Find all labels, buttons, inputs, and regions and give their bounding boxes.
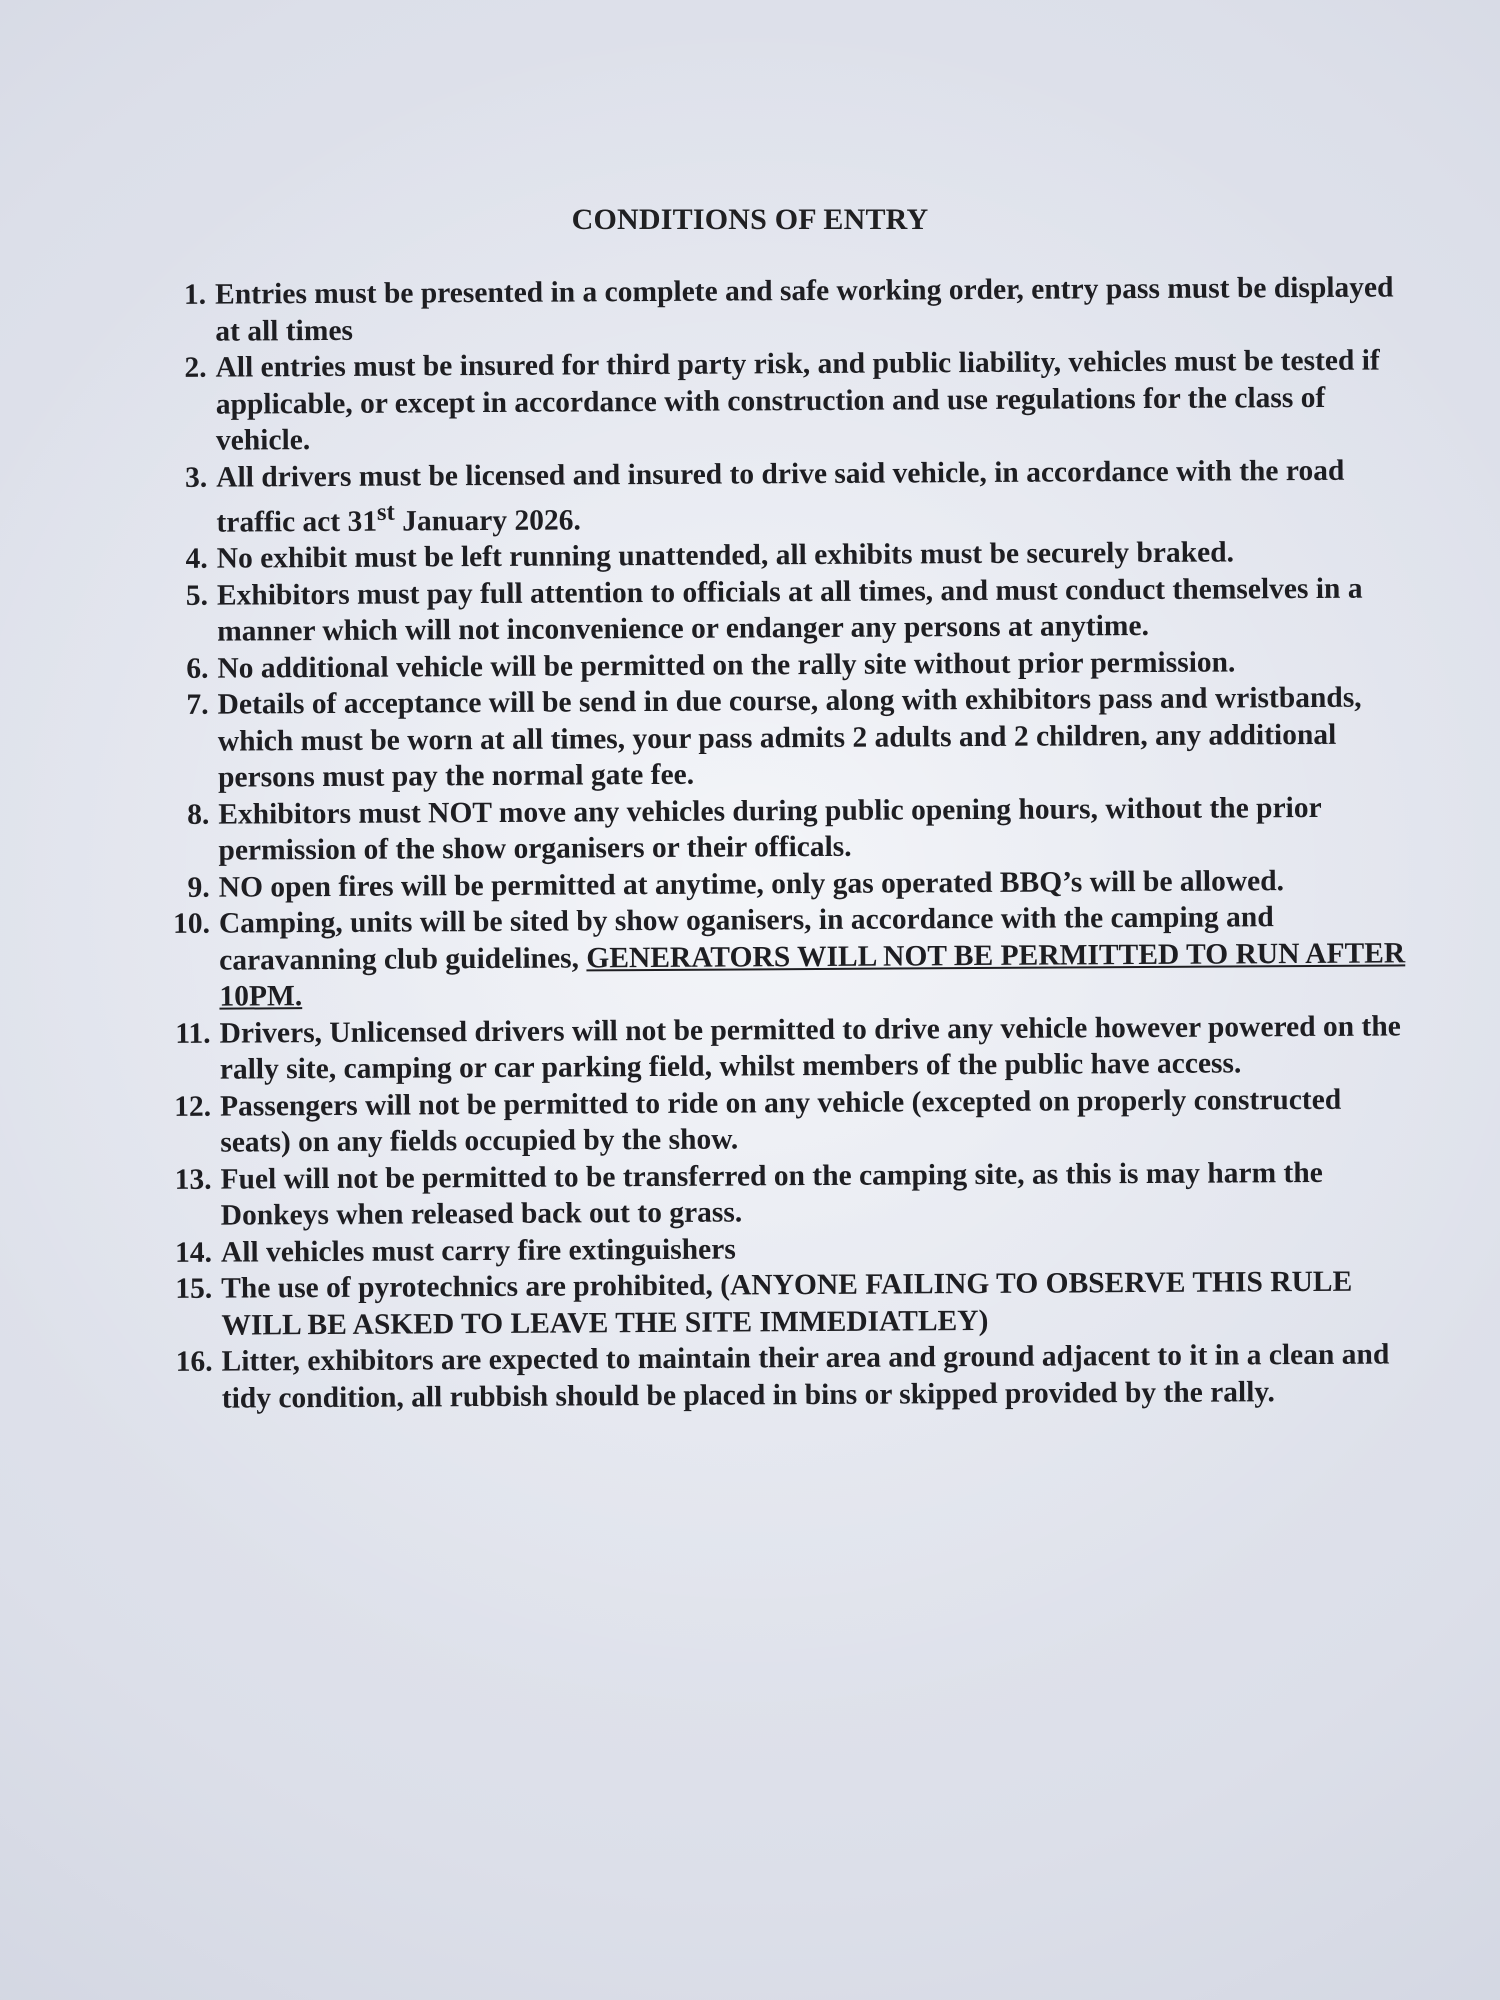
condition-number: 2. xyxy=(184,351,207,384)
condition-item xyxy=(165,1008,1415,1089)
condition-text: No additional vehicle will be permitted on the rally site without prior permission. xyxy=(217,646,1236,685)
condition-number: 12. xyxy=(174,1090,212,1123)
condition-item xyxy=(162,570,1412,651)
condition-number: 9. xyxy=(187,871,210,904)
condition-item xyxy=(166,1264,1416,1345)
condition-item xyxy=(161,452,1411,541)
condition-text: All entries must be insured for third party risk, and public liability, vehicles must be tested if applicable, or except in accordance with construction and use regulations for the class of vehicle. xyxy=(215,344,1380,457)
condition-text: Fuel will not be permitted to be transferred on the camping site, as this is may harm the Donkeys when released back out to grass. xyxy=(220,1156,1323,1232)
condition-number: 10. xyxy=(172,908,211,941)
condition-item xyxy=(165,1154,1415,1235)
condition-text: The use of pyrotechnics are prohibited, (ANYONE FAILING TO OBSERVE THIS RULE WILL BE ASKED TO LEAVE THE SITE IMMEDIATLEY) xyxy=(221,1266,1353,1342)
generator-rule-underlined: GENERATORS WILL NOT BE PERMITTED TO RUN AFTER 10PM. xyxy=(219,937,1406,1013)
condition-text: NO open fires will be permitted at anytime, only gas operated BBQ’s will be allowed. xyxy=(218,864,1285,904)
condition-item xyxy=(165,1081,1415,1162)
condition-text: Exhibitors must pay full attention to officials at all times, and must conduct themselves in a manner which will not inconvenience or endanger any persons at anytime. xyxy=(216,572,1363,648)
condition-item xyxy=(160,342,1411,459)
condition-number: 14. xyxy=(174,1236,213,1269)
condition-text-main: Camping, units will be sited by show oganisers, in accordance with the camping and caravanning club guidelines, xyxy=(218,901,1274,977)
condition-text: Entries must be presented in a complete and safe working order, entry pass must be displayed at all times xyxy=(215,271,1394,348)
condition-text xyxy=(216,454,1344,538)
conditions-list xyxy=(160,269,1417,1417)
condition-text: All vehicles must carry fire extinguishers xyxy=(220,1233,736,1269)
condition-item xyxy=(160,269,1410,350)
condition-number: 8. xyxy=(187,798,210,831)
document-title: CONDITIONS OF ENTRY xyxy=(571,203,929,236)
condition-number: 5. xyxy=(185,579,209,612)
condition-item xyxy=(163,680,1414,797)
condition-item xyxy=(164,899,1415,1016)
condition-number: 16. xyxy=(175,1346,213,1379)
condition-number: 4. xyxy=(185,543,208,576)
condition-text-before: All drivers must be licensed and insured to drive said vehicle, in accordance with the road traffic act 31 xyxy=(216,454,1345,539)
condition-text: Drivers, Unlicensed drivers will not be permitted to drive any vehicle however powered on the rally site, camping or car parking field, whilst members of the public have access. xyxy=(219,1010,1401,1086)
condition-item xyxy=(163,789,1413,870)
condition-text: Details of acceptance will be send in due course, along with exhibitors pass and wristbands, which must be worn at all times, your pass admits 2 adults and 2 children, any additional persons must pay the normal gate fee. xyxy=(217,681,1362,794)
condition-item xyxy=(167,1337,1417,1418)
condition-number: 1. xyxy=(183,278,207,311)
condition-text: Litter, exhibitors are expected to maintain their area and ground adjacent to it in a clean and tidy condition, all rubbish should be placed in bins or skipped provided by the rally. xyxy=(221,1338,1390,1415)
condition-number: 6. xyxy=(186,652,209,685)
condition-number: 11. xyxy=(175,1017,211,1050)
condition-text-after: January 2026. xyxy=(394,504,581,538)
condition-number: 7. xyxy=(186,689,209,722)
date-ordinal-superscript: st xyxy=(376,498,395,526)
condition-number: 13. xyxy=(174,1163,212,1196)
condition-text: Passengers will not be permitted to ride on any vehicle (excepted on properly constructed seats) on any fields occupied by the show. xyxy=(219,1083,1342,1159)
condition-number: 3. xyxy=(185,461,208,494)
condition-number: 15. xyxy=(175,1273,213,1306)
condition-text xyxy=(219,902,1405,1013)
condition-text: No exhibit must be left running unattended, all exhibits must be securely braked. xyxy=(216,536,1235,575)
condition-text: Exhibitors must NOT move any vehicles during public opening hours, without the prior permission of the show organisers or their officals. xyxy=(218,791,1322,867)
